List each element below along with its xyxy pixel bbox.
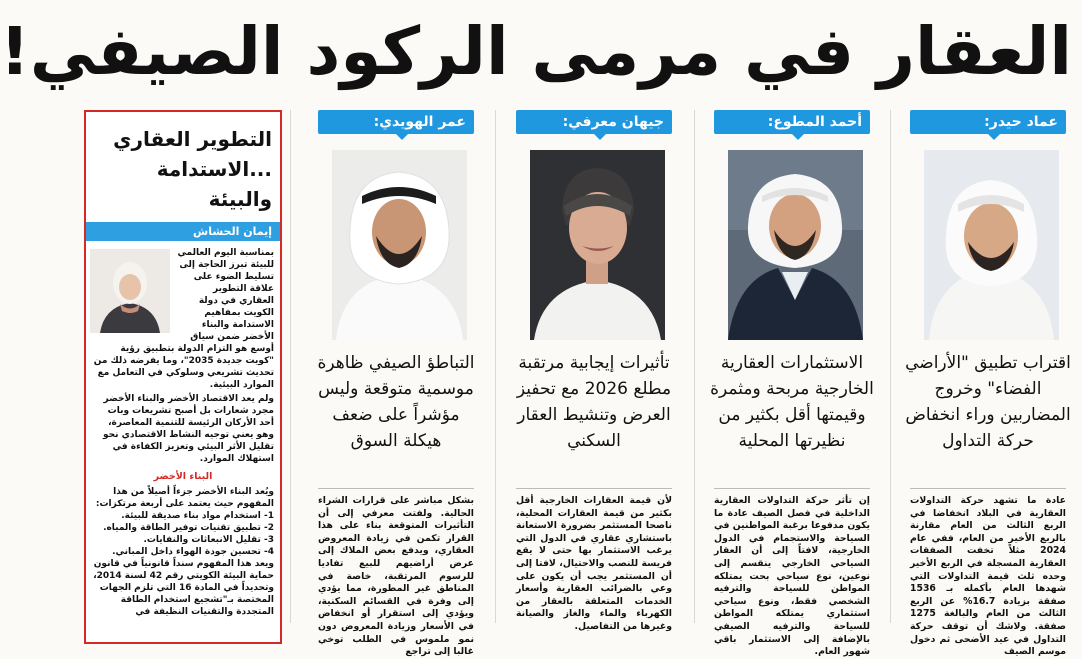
- sidebar-title: [86, 112, 280, 214]
- article-body: إن تأثر حركة التداولات العقارية الداخلية في فصل الصيف عادة ما يكون مدفوعا برغبة المواطنين في السياحة والاستجمام في الدول الخارجية، لافتاً إلى أن العقار السياحي الخارجي ينقسم إلى نوعين، نوع سياحي بحت يمتلكه المواطن للسياحة والترفيه الشخصي فقط، ونوع سياحي استثماري يمتلكه المواطن للسياحة والترفيه الصيفي بالإضافة إلى الاستثمار باقي شهور العام.: [714, 495, 870, 658]
- sidebar-subheading: البناء الأخضر: [153, 471, 213, 482]
- headline: العقار في مرمى الركود الصيفي!: [0, 13, 1072, 90]
- sidebar-article: [84, 110, 282, 644]
- article-body: لأن قيمة العقارات الخارجية أقل بكثير من قيمة العقارات المحلية، ناصحا المستثمر بضرورة الاستعانة باستشاري عقاري في الدول التي يرغب الاستثمار بها حتى لا يقع فريسة للنصب والاحتيال، لافتا إلى أن المستثمر يجب أن يكون على وعي بالضرائب العقارية وأسعار الخدمات المتعلقة بالعقار من الكهرباء والماء والغاز والصيانة وغيرها من التفاصيل.: [516, 495, 672, 632]
- divider: [516, 488, 672, 489]
- interview-column-2: [708, 110, 876, 658]
- interview-column-3: [510, 110, 678, 632]
- speaker-name: عماد حيدر:: [910, 110, 1066, 134]
- pull-quote: اقتراب تطبيق "الأراضي الفضاء" وخروج المضاربين وراء انخفاض حركة التداول: [905, 353, 1071, 451]
- speaker-name: عمر الهويدي:: [318, 110, 474, 134]
- pull-quote: تأثيرات إيجابية مرتقبة مطلع 2026 مع تحفيز العرض وتنشيط العقار السكني: [516, 353, 672, 451]
- pull-quote: الاستثمارات العقارية الخارجية مربحة ومثمرة وقيمتها أقل بكثير من نظيرتها المحلية: [710, 353, 874, 451]
- divider: [910, 488, 1066, 489]
- speaker-photo: [924, 150, 1059, 340]
- divider: [714, 488, 870, 489]
- sidebar-para2: ولم يعد الاقتصاد الأخضر والبناء الأخضر مجرد شعارات بل أصبح تشريعات وبات أحد الأركان الرئيسة للتنمية المعاصرة، وهو يعني توجيه النشاط الاقتصادي نحو تقليل الأثر البيئي وتعزيز الكفاءة في استهلاك الموارد.: [102, 394, 274, 464]
- sidebar-title-line1: التطوير العقاري: [113, 127, 272, 151]
- speaker-photo: [728, 150, 863, 340]
- sidebar-list-item: 4- تحسين جودة الهواء داخل المباني.: [112, 547, 274, 557]
- speaker-photo: [530, 150, 665, 340]
- sidebar-list-item: 2- تطبيق تقنيات توفير الطاقة والمياه.: [103, 523, 274, 533]
- interview-column-1: [904, 110, 1072, 658]
- speaker-photo: [332, 150, 467, 340]
- sidebar-list-item: 1- استخدام مواد بناء صديقة للبيئة.: [121, 511, 274, 521]
- speaker-name: جيهان معرفي:: [516, 110, 672, 134]
- article-body: عادة ما تشهد حركة التداولات العقارية في البلاد انخفاضا في الربع الثالث من العام مقارنة بالربع الأخير من العام، ففي عام 2024 مثلاً تخفت الصفقات العقارية المسجلة في الربع الأخير وحده ثلث قيمة التداولات التي شهدها العام بأكمله بـ 1536 صفقة بزيادة 16.7% عن الربع الثالث من العام والبالغة 1275 صفقة. ولاشك أن توقف حركة التداول في عيد الأضحى ثم دخول موسم الصيف: [910, 495, 1067, 658]
- speaker-name: أحمد المطوع:: [714, 110, 870, 134]
- sidebar-list-item: 3- تقليل الانبعاثات والنفايات.: [143, 535, 274, 545]
- interview-column-4: [312, 110, 480, 658]
- sidebar-para3: ويُعد البناء الأخضر جزءاً أصيلاً من هذا المفهوم حيث يعتمد على أربعة مرتكزات:: [95, 487, 274, 509]
- divider: [318, 488, 474, 489]
- author-photo: [90, 249, 170, 333]
- sidebar-para1: بمناسبة اليوم العالمي للبيئة تبرز الحاجة إلى تسليط الضوء على علاقة التطوير العقاري في دولة الكويت بمفاهيم الاستدامة والبناء الأخضر ضمن سياق أوسع هو التزام الدولة بتطبيق رؤية "كويت جديدة 2035"، وما يفرضه ذلك من تحديث تشريعي وسلوكي في التعامل مع الموارد البيئية.: [93, 248, 274, 390]
- sidebar-para4: ويعد هذا المفهوم سنداً قانونياً في قانون حماية البيئة الكويتي رقم 42 لسنة 2014، وتحديداً في المادة 16 التي تلزم الجهات المختصة بـ"تشجيع استخدام الطاقة المتجددة والتقنيات النظيفة في: [93, 559, 274, 617]
- pull-quote: التباطؤ الصيفي ظاهرة موسمية متوقعة وليس مؤشراً على ضعف هيكلة السوق: [317, 353, 475, 451]
- article-body: بشكل مباشر على قرارات الشراء الحالية. ولفتت معرفي إلى أن التأثيرات المتوقعة بناء على هذا القرار تكمن في زيادة المعروض العقاري، ويدفع بعض الملاك إلى عرض أراضيهم للبيع تفاديا للرسوم المرتقبة، خاصة في المناطق غير المطورة، مما يؤدي إلى وفرة في القسائم السكنية، ويؤدي إلى استقرار أو انخفاض في الأسعار وزيادة المعروض دون نمو ملموس في الطلب توخي غالبا إلى تراجع: [318, 495, 474, 658]
- sidebar-title-line2: ...الاستدامة والبيئة: [156, 157, 272, 211]
- sidebar-author: إيمان الحشاش: [86, 222, 280, 241]
